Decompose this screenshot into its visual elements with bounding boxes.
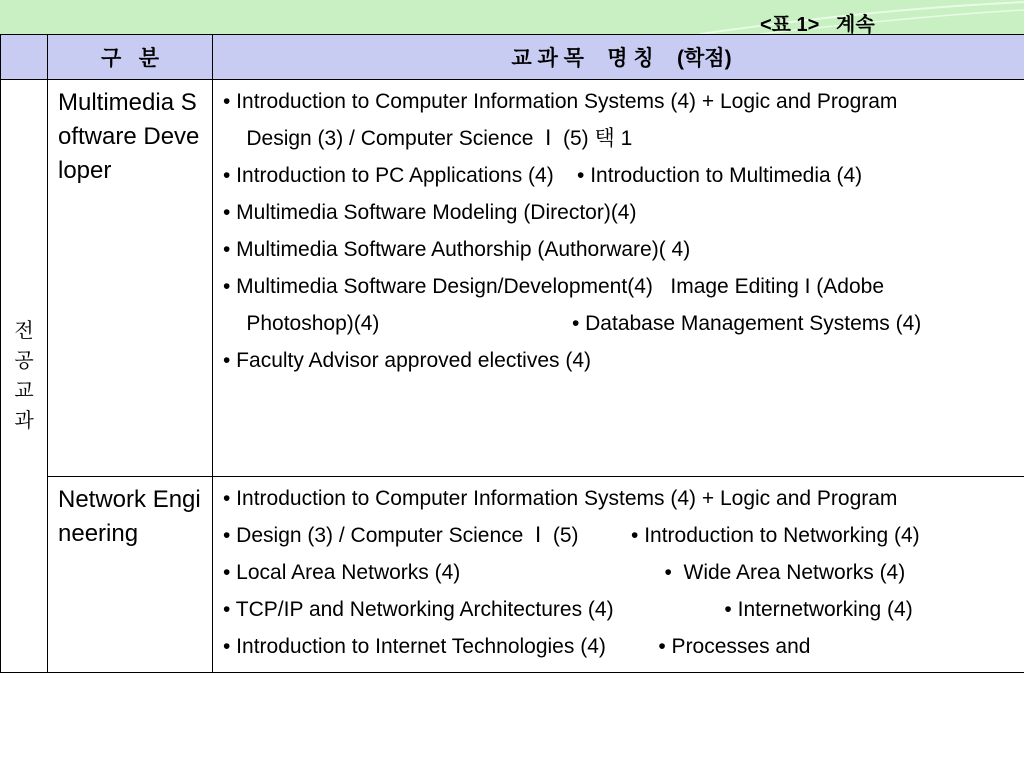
course-line: • Introduction to Computer Information Systems (4) + Logic and Program bbox=[223, 90, 898, 113]
course-line: • TCP/IP and Networking Architectures (4) • Internetworking (4) bbox=[223, 598, 913, 621]
course-line: • Local Area Networks (4) • Wide Area Networks (4) bbox=[223, 561, 906, 584]
course-line: • Introduction to PC Applications (4) • Introduction to Multimedia (4) bbox=[223, 164, 863, 187]
course-line: • Introduction to Computer Information Systems (4) + Logic and Program bbox=[223, 487, 898, 510]
table-row-network bbox=[1, 477, 1024, 673]
course-line: • Design (3) / Computer Science Ⅰ (5) • Introduction to Networking (4) bbox=[223, 524, 920, 547]
course-line: • Introduction to Internet Technologies (4) • Processes and bbox=[223, 635, 811, 658]
table-row-multimedia bbox=[1, 80, 1024, 477]
course-list bbox=[213, 80, 1024, 477]
course-table bbox=[0, 34, 1024, 673]
course-line: • Faculty Advisor approved electives (4) bbox=[223, 349, 592, 372]
track-name: Network Engineering bbox=[48, 477, 213, 673]
title-banner bbox=[0, 0, 1024, 34]
course-line: Photoshop)(4) • Database Management Systems (4) bbox=[223, 312, 922, 335]
course-line: • Multimedia Software Modeling (Director)(4) bbox=[223, 201, 637, 224]
course-line: • Multimedia Software Authorship (Authorware)( 4) bbox=[223, 238, 691, 261]
course-line: Design (3) / Computer Science Ⅰ (5) 택 1 bbox=[223, 127, 633, 150]
track-name: Multimedia Software Developer bbox=[48, 80, 213, 477]
table-header-row bbox=[1, 35, 1024, 80]
course-line: • Multimedia Software Design/Development(4) Image Editing I (Adobe bbox=[223, 275, 884, 298]
header-category: 구 분 bbox=[48, 35, 213, 80]
header-courses: 교 과 목 명 칭 (학점) bbox=[213, 35, 1024, 80]
header-blank-cell bbox=[1, 35, 48, 80]
major-courses-label: 전 공 교 과 bbox=[1, 80, 48, 673]
table-caption: <표 1> 계속 bbox=[760, 14, 875, 34]
course-list bbox=[213, 477, 1024, 673]
